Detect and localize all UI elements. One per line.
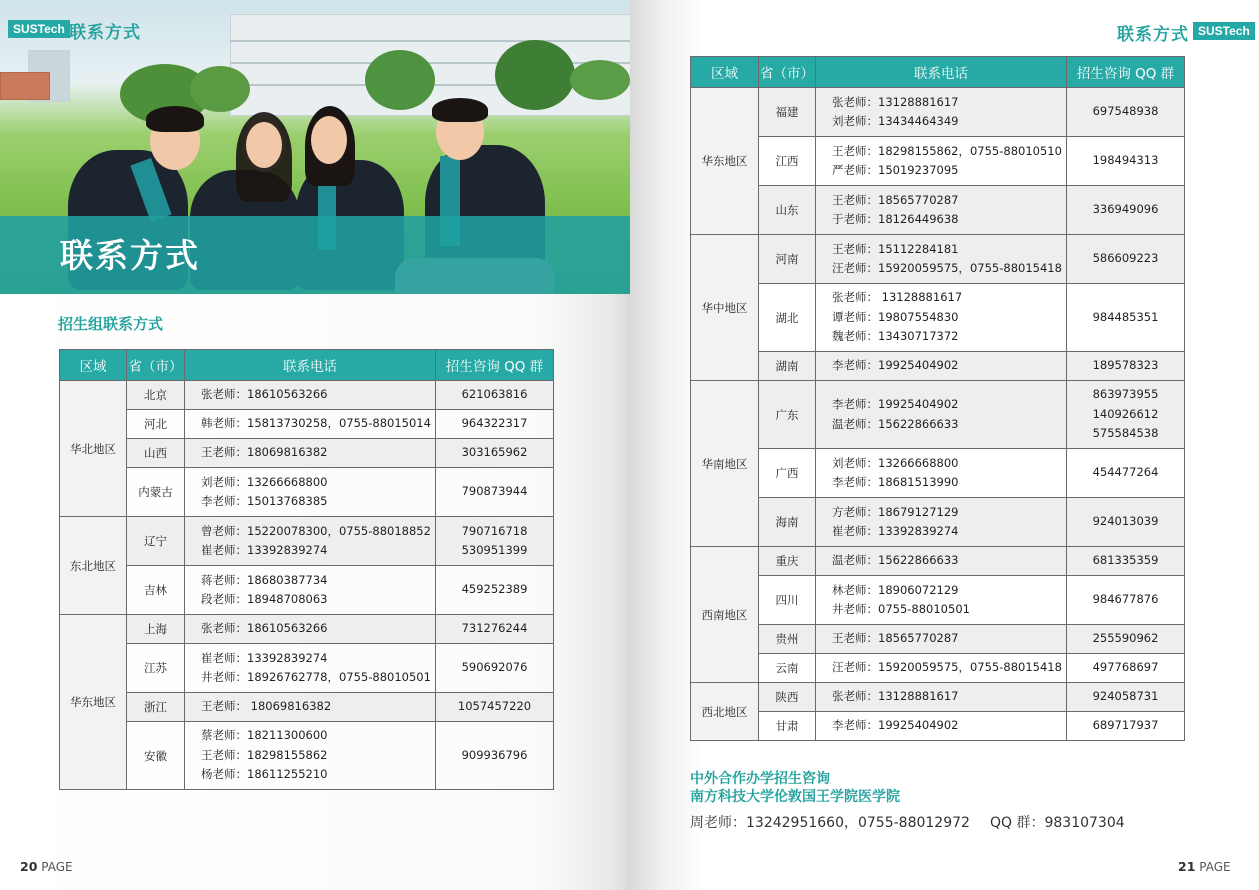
phone-line: 谭老师：19807554830	[832, 309, 959, 324]
phone-cell	[185, 381, 436, 410]
qq-cell	[436, 439, 554, 468]
phone-cell	[816, 576, 1067, 625]
phone-line: 崔老师：13392839274	[832, 524, 959, 538]
col-header-province: 省（市）	[759, 57, 816, 88]
phone-line: 王老师：18298155862	[201, 747, 328, 762]
phone-line: 王老师： 18069816382	[201, 699, 332, 714]
qq-number: 863973955	[1092, 387, 1159, 402]
phone-cell	[816, 498, 1067, 547]
coop-heading-2: 南方科技大学伦敦国王学院医学院	[690, 789, 900, 805]
col-header-qq: 招生咨询 QQ 群	[1067, 57, 1185, 88]
table-row	[60, 410, 554, 439]
phone-line: 李老师：19925404902	[832, 718, 959, 733]
province-cell: 吉林	[127, 566, 185, 615]
phone-line: 林老师：18906072129	[832, 582, 959, 597]
phone-line: 刘老师：13266668800	[832, 455, 959, 470]
qq-number: 681335359	[1092, 553, 1159, 568]
province-cell: 重庆	[759, 547, 816, 576]
province-cell: 山东	[759, 186, 816, 235]
section-title: 招生组联系方式	[58, 315, 164, 333]
phone-cell	[185, 439, 436, 468]
table-row	[691, 284, 1185, 352]
qq-cell	[436, 410, 554, 439]
phone-line: 于老师：18126449638	[832, 212, 959, 226]
phone-cell	[185, 410, 436, 439]
phone-line: 韩老师：15813730258，0755-88015014	[201, 416, 431, 431]
phone-line: 温老师：15622866633	[832, 416, 959, 431]
table-row	[691, 625, 1185, 654]
table-row	[691, 547, 1185, 576]
phone-cell	[816, 712, 1067, 741]
qq-number: 697548938	[1092, 104, 1159, 119]
sustech-tag: SUSTech	[8, 20, 70, 38]
phone-cell	[185, 722, 436, 790]
phone-cell	[185, 468, 436, 517]
province-cell: 甘肃	[759, 712, 816, 741]
province-cell: 广西	[759, 449, 816, 498]
province-cell: 辽宁	[127, 517, 185, 566]
phone-line: 张老师：13128881617	[832, 689, 959, 704]
qq-cell	[1067, 186, 1185, 235]
province-cell: 四川	[759, 576, 816, 625]
phone-line: 蒋老师：18680387734	[201, 572, 328, 587]
phone-cell	[185, 517, 436, 566]
phone-cell	[816, 284, 1067, 352]
phone-line: 崔老师：13392839274	[201, 650, 328, 665]
phone-cell	[185, 566, 436, 615]
phone-cell	[816, 88, 1067, 137]
table-row	[60, 722, 554, 790]
province-cell: 河北	[127, 410, 185, 439]
hero-photo	[0, 0, 630, 294]
page-word: PAGE	[41, 860, 73, 874]
phone-line: 李老师：19925404902	[832, 358, 959, 373]
qq-number: 790873944	[461, 484, 528, 499]
phone-cell	[816, 449, 1067, 498]
phone-line: 曾老师：15220078300，0755-88018852	[201, 523, 431, 538]
phone-cell	[185, 693, 436, 722]
phone-cell	[816, 683, 1067, 712]
contact-table-right	[690, 56, 1185, 741]
phone-cell	[816, 625, 1067, 654]
header-brand-text: 联系方式	[69, 23, 141, 43]
qq-number: 459252389	[461, 582, 528, 597]
col-header-phone: 联系电话	[185, 350, 436, 381]
province-cell: 山西	[127, 439, 185, 468]
table-row	[691, 235, 1185, 284]
contact-table-left	[59, 349, 554, 790]
phone-cell	[816, 547, 1067, 576]
coop-heading-1: 中外合作办学招生咨询	[690, 771, 830, 787]
phone-line: 汪老师：15920059575，0755-88015418	[832, 660, 1062, 675]
region-cell: 华南地区	[691, 381, 759, 547]
hero-title: 联系方式	[60, 236, 200, 275]
table-row	[60, 517, 554, 566]
phone-line: 温老师：15622866633	[832, 553, 959, 568]
table-row	[691, 137, 1185, 186]
table-row	[60, 468, 554, 517]
table-row	[691, 88, 1185, 137]
qq-number: 336949096	[1092, 202, 1159, 217]
phone-cell	[816, 352, 1067, 381]
table-row	[691, 683, 1185, 712]
province-cell: 贵州	[759, 625, 816, 654]
province-cell: 云南	[759, 654, 816, 683]
qq-number: 909936796	[461, 747, 528, 762]
phone-cell	[816, 137, 1067, 186]
col-header-region: 区域	[691, 57, 759, 88]
qq-number: 924058731	[1092, 689, 1159, 704]
province-cell: 安徽	[127, 722, 185, 790]
region-cell: 华北地区	[60, 381, 127, 517]
phone-cell	[185, 615, 436, 644]
col-header-phone: 联系电话	[816, 57, 1067, 88]
coop-qq: QQ 群：983107304	[990, 815, 1125, 831]
page-num: 20	[20, 859, 38, 874]
phone-line: 张老师：18610563266	[201, 621, 328, 636]
phone-cell	[816, 235, 1067, 284]
qq-number: 255590962	[1092, 631, 1159, 646]
page-number-left	[20, 859, 73, 874]
right-page	[630, 0, 1259, 890]
col-header-province: 省（市）	[127, 350, 185, 381]
qq-cell	[436, 468, 554, 517]
qq-cell	[436, 722, 554, 790]
province-cell: 陕西	[759, 683, 816, 712]
qq-cell	[1067, 352, 1185, 381]
qq-number: 530951399	[461, 543, 528, 557]
table-header-row	[691, 57, 1185, 88]
qq-number: 1057457220	[457, 699, 532, 714]
phone-line: 张老师： 13128881617	[832, 290, 963, 305]
qq-number: 198494313	[1092, 153, 1159, 168]
region-cell: 西北地区	[691, 683, 759, 741]
phone-line: 王老师：18565770287	[832, 631, 959, 646]
qq-cell	[436, 381, 554, 410]
qq-cell	[436, 693, 554, 722]
phone-line: 蔡老师：18211300600	[201, 728, 328, 743]
table-row	[691, 352, 1185, 381]
page-num: 21	[1178, 859, 1196, 874]
table-row	[60, 693, 554, 722]
page-number-right	[1178, 859, 1231, 874]
phone-cell	[816, 186, 1067, 235]
qq-cell	[1067, 88, 1185, 137]
qq-cell	[436, 644, 554, 693]
phone-line: 段老师：18948708063	[201, 592, 328, 606]
qq-number: 964322317	[461, 416, 528, 431]
phone-line: 方老师：18679127129	[832, 504, 959, 519]
phone-cell	[185, 644, 436, 693]
qq-number: 924013039	[1092, 514, 1159, 529]
phone-line: 王老师：15112284181	[832, 241, 959, 256]
qq-cell	[1067, 137, 1185, 186]
qq-number: 984677876	[1092, 592, 1159, 607]
province-cell: 上海	[127, 615, 185, 644]
qq-cell	[1067, 498, 1185, 547]
phone-line: 张老师：13128881617	[832, 94, 959, 109]
province-cell: 湖北	[759, 284, 816, 352]
qq-cell	[1067, 547, 1185, 576]
qq-cell	[1067, 235, 1185, 284]
qq-number: 575584538	[1092, 426, 1159, 441]
province-cell: 湖南	[759, 352, 816, 381]
sustech-tag: SUSTech	[1193, 22, 1255, 40]
qq-cell	[1067, 683, 1185, 712]
coop-contact: 周老师：13242951660，0755-88012972	[690, 815, 970, 831]
phone-cell	[816, 381, 1067, 449]
table-row	[691, 654, 1185, 683]
col-header-qq: 招生咨询 QQ 群	[436, 350, 554, 381]
region-cell: 华中地区	[691, 235, 759, 381]
qq-number: 497768697	[1092, 660, 1159, 675]
qq-number: 984485351	[1092, 309, 1159, 324]
region-cell: 西南地区	[691, 547, 759, 683]
table-row	[691, 498, 1185, 547]
header-brand-text: 联系方式	[1117, 25, 1189, 45]
table-row	[60, 615, 554, 644]
region-cell: 华东地区	[691, 88, 759, 235]
qq-number: 454477264	[1092, 465, 1159, 480]
province-cell: 广东	[759, 381, 816, 449]
table-row	[691, 449, 1185, 498]
phone-line: 汪老师：15920059575，0755-88015418	[832, 261, 1062, 275]
qq-cell	[1067, 284, 1185, 352]
qq-number: 621063816	[461, 387, 528, 402]
province-cell: 江西	[759, 137, 816, 186]
qq-number: 790716718	[461, 523, 528, 538]
col-header-region: 区域	[60, 350, 127, 381]
table-row	[60, 439, 554, 468]
qq-cell	[436, 566, 554, 615]
qq-number: 590692076	[461, 660, 528, 675]
page-word: PAGE	[1199, 860, 1231, 874]
province-cell: 河南	[759, 235, 816, 284]
qq-number: 731276244	[461, 621, 528, 636]
table-row	[60, 381, 554, 410]
phone-cell	[816, 654, 1067, 683]
province-cell: 江苏	[127, 644, 185, 693]
qq-cell	[1067, 449, 1185, 498]
phone-line: 井老师：18926762778，0755-88010501	[201, 670, 431, 684]
qq-cell	[1067, 712, 1185, 741]
phone-line: 张老师：18610563266	[201, 387, 328, 402]
qq-cell	[1067, 381, 1185, 449]
phone-line: 井老师：0755-88010501	[832, 602, 970, 616]
region-cell: 东北地区	[60, 517, 127, 615]
phone-line: 王老师：18565770287	[832, 192, 959, 207]
phone-line: 严老师：15019237095	[832, 163, 959, 177]
province-cell: 福建	[759, 88, 816, 137]
phone-line: 刘老师：13266668800	[201, 474, 328, 489]
phone-line: 杨老师：18611255210	[201, 767, 328, 782]
qq-number: 586609223	[1092, 251, 1159, 266]
qq-number: 689717937	[1092, 718, 1159, 733]
qq-number: 140926612	[1092, 406, 1159, 421]
province-cell: 海南	[759, 498, 816, 547]
table-row	[691, 712, 1185, 741]
phone-line: 魏老师：13430717372	[832, 329, 959, 344]
qq-number: 189578323	[1092, 358, 1159, 373]
qq-cell	[1067, 625, 1185, 654]
region-cell: 华东地区	[60, 615, 127, 790]
province-cell: 浙江	[127, 693, 185, 722]
phone-line: 崔老师：13392839274	[201, 543, 328, 557]
table-row	[691, 186, 1185, 235]
phone-line: 李老师：19925404902	[832, 397, 959, 411]
qq-cell	[1067, 654, 1185, 683]
qq-number: 303165962	[461, 445, 528, 460]
phone-line: 刘老师：13434464349	[832, 114, 959, 128]
phone-line: 王老师：18069816382	[201, 445, 328, 460]
province-cell: 内蒙古	[127, 468, 185, 517]
table-row	[691, 576, 1185, 625]
table-row	[60, 566, 554, 615]
phone-line: 李老师：18681513990	[832, 475, 959, 489]
qq-cell	[436, 517, 554, 566]
table-header-row	[60, 350, 554, 381]
qq-cell	[1067, 576, 1185, 625]
phone-line: 李老师：15013768385	[201, 494, 328, 508]
table-row	[691, 381, 1185, 449]
table-row	[60, 644, 554, 693]
province-cell: 北京	[127, 381, 185, 410]
phone-line: 王老师：18298155862，0755-88010510	[832, 143, 1062, 158]
qq-cell	[436, 615, 554, 644]
